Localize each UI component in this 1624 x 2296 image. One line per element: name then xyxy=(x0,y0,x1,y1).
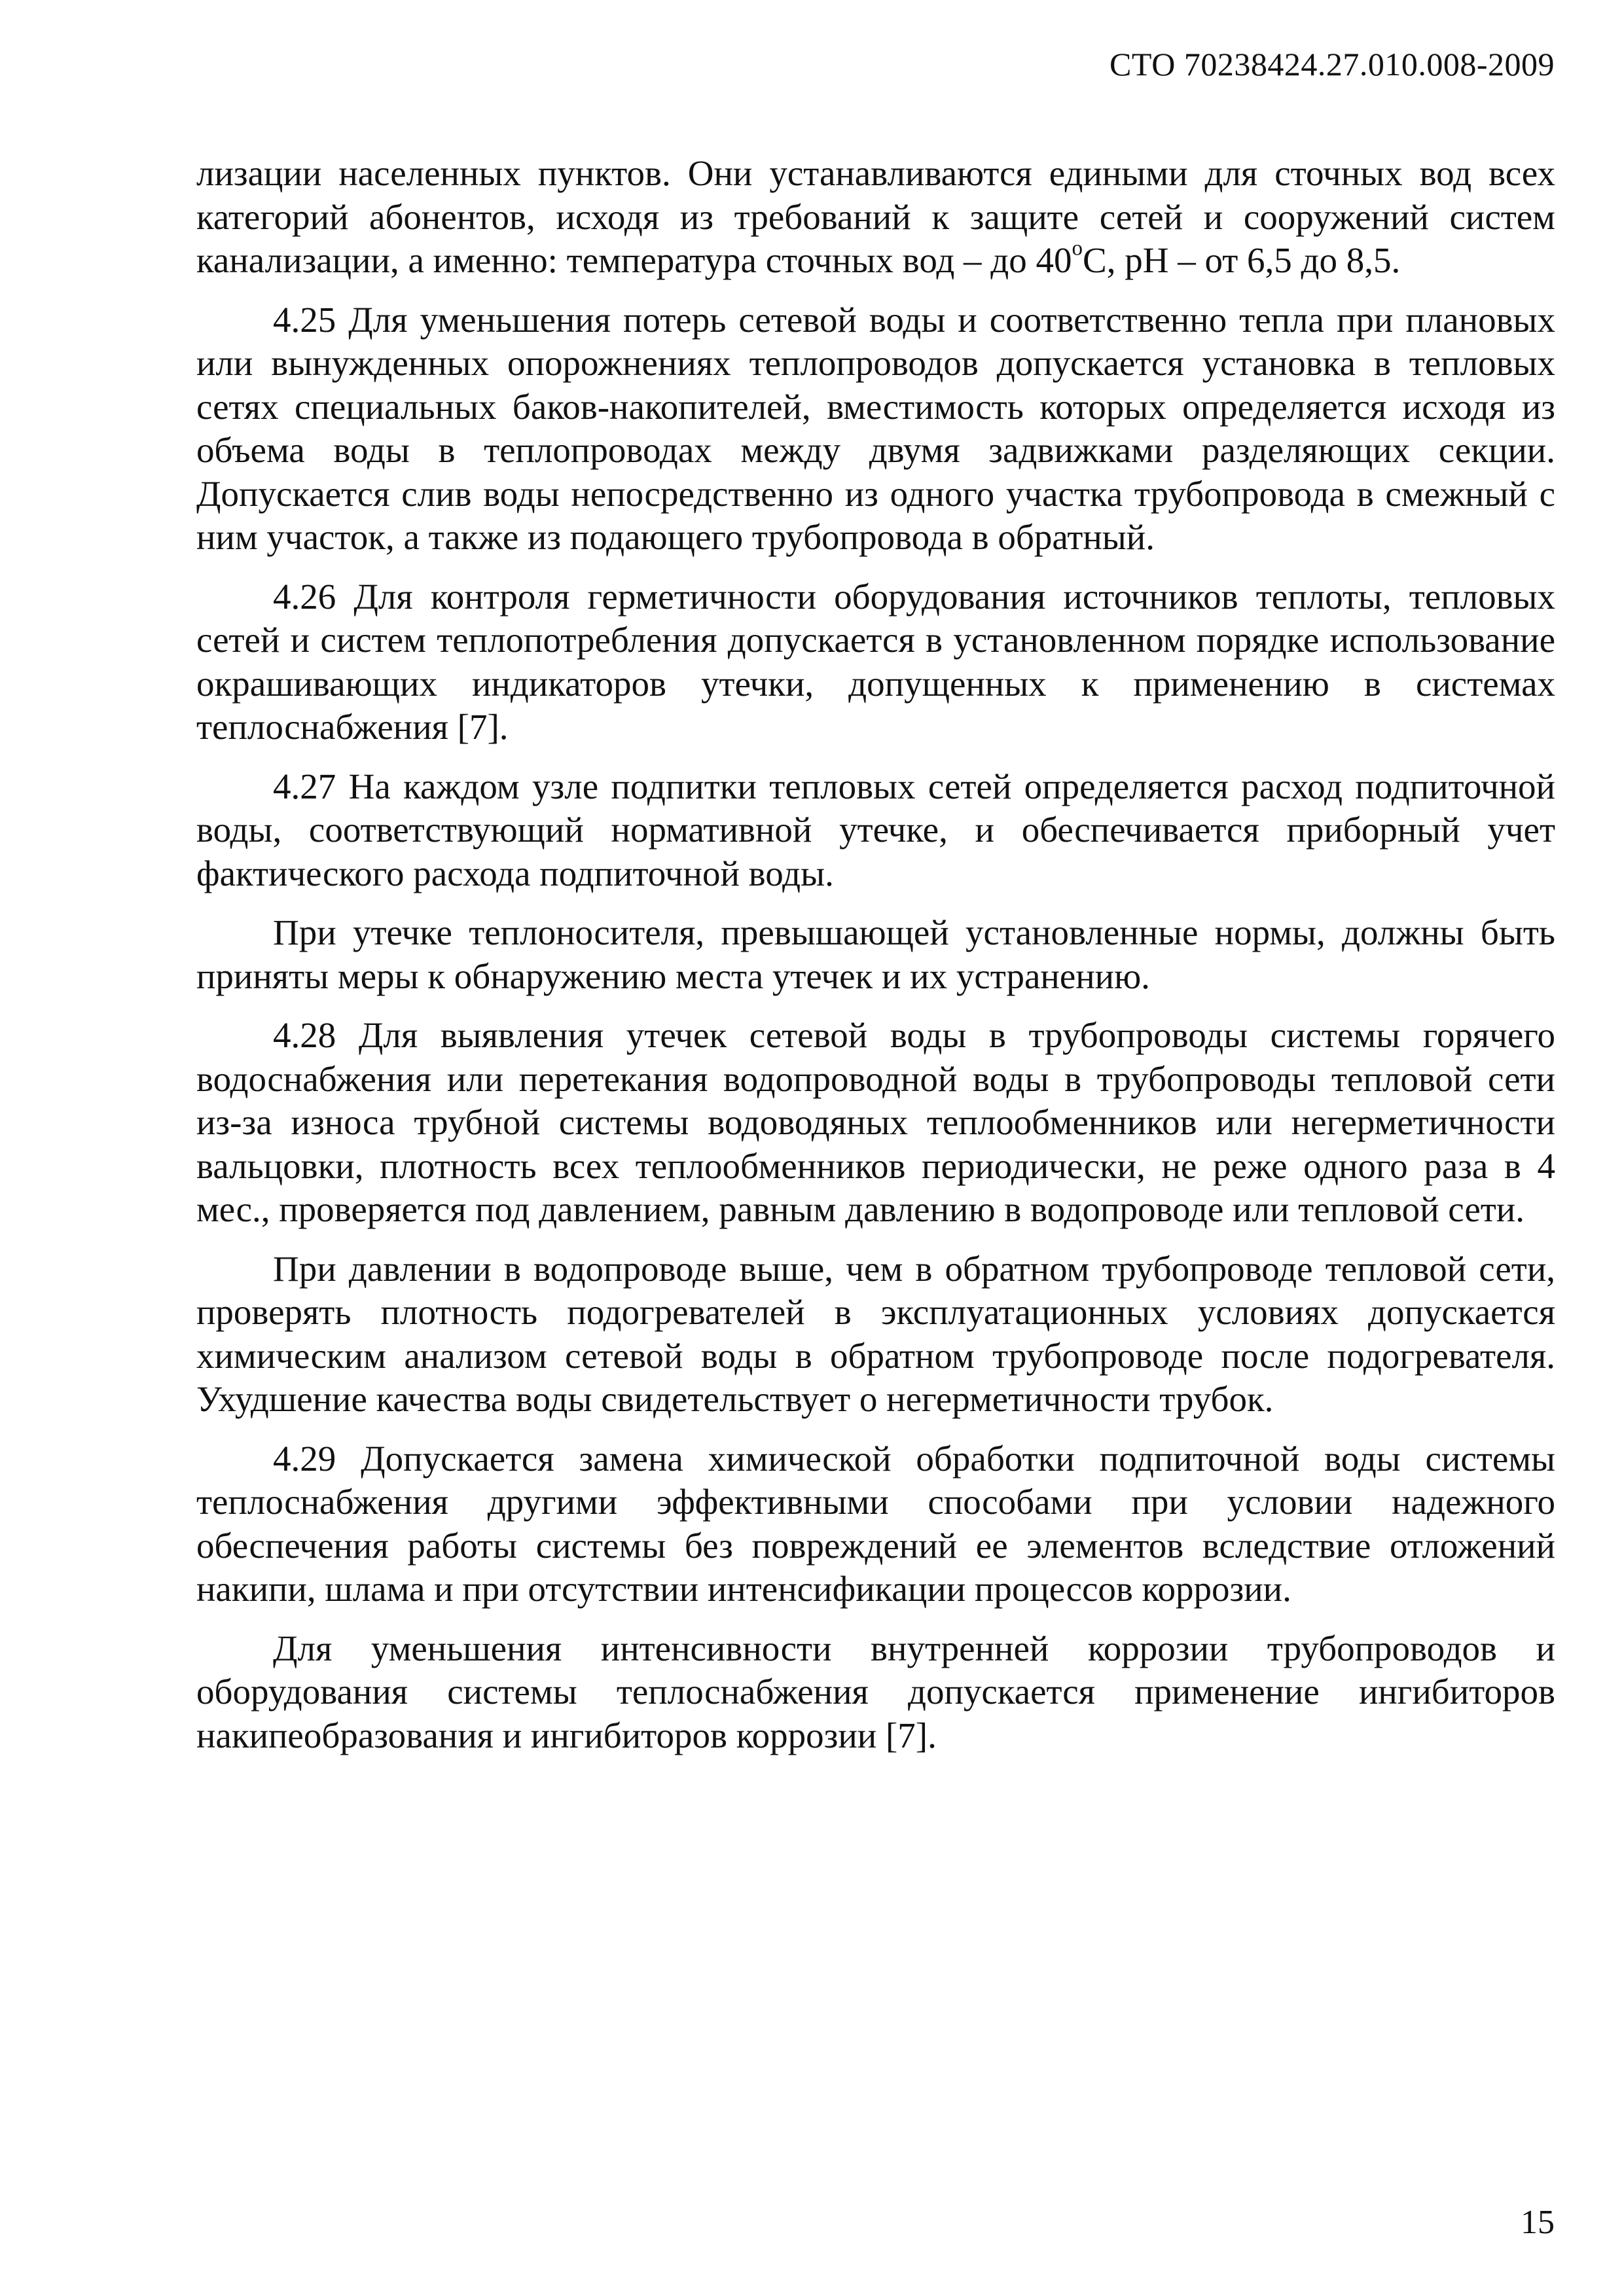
paragraph-4-25: 4.25 Для уменьшения потерь сетевой воды и соответственно тепла при плановых или вынужденных опорожнениях теплопроводов допускается установка в тепловых сетях специальных баков-накопителей, вместимость которых определяется исходя из объема воды в теплопроводах между двумя задвижками разделяющих секции. Допускается слив воды непосредственно из одного участка трубопровода в смежный с ним участок, а также из подающего трубопровода в обратный. xyxy=(196,299,1555,557)
page-number: 15 xyxy=(1521,2204,1555,2241)
paragraph-4-28: 4.28 Для выявления утечек сетевой воды в трубопроводы системы горячего водоснабжения или перетекания водопроводной воды в трубопроводы тепловой сети из-за износа трубной системы водоводяных теплообменников или негерметичности вальцовки, плотность всех теплообменников периодически, не реже одного раза в 4 мес., проверяется под давлением, равным давлению в водопроводе или тепловой сети. xyxy=(196,1015,1555,1229)
paragraph-leak-measures: При утечке теплоносителя, превышающей установленные нормы, должны быть приняты меры к обнаружению места утечек и их устранению. xyxy=(196,912,1555,996)
paragraph-4-29: 4.29 Допускается замена химической обработки подпиточной воды системы теплоснабжения другими эффективными способами при условии надежного обеспечения работы системы без повреждений ее элементов вследствие отложений накипи, шлама и при отсутствии интенсификации процессов коррозии. xyxy=(196,1438,1555,1609)
paragraph-pressure-check: При давлении в водопроводе выше, чем в обратном трубопроводе тепловой сети, проверять плотность подогревателей в эксплуатационных условиях допускается химическим анализом сетевой воды в обратном трубопроводе после подогревателя. Ухудшение качества воды свидетельствует о негерметичности трубок. xyxy=(196,1248,1555,1419)
paragraph-text: лизации населенных пунктов. Они устанавливаются едиными для сточных вод всех категорий абонентов, исходя из требований к защите сетей и сооружений систем канализации, а именно: температура сточных вод – до 40 xyxy=(196,153,1555,280)
paragraph-corrosion-inhibitors: Для уменьшения интенсивности внутренней коррозии трубопроводов и оборудования системы теплоснабжения допускается применение ингибиторов накипеобразования и ингибиторов коррозии [7]. xyxy=(196,1628,1555,1755)
degree-superscript: о xyxy=(1072,236,1083,260)
document-header-standard-number: СТО 70238424.27.010.008-2009 xyxy=(1110,46,1555,82)
paragraph-text-tail: С, рН – от 6,5 до 8,5. xyxy=(1083,240,1401,280)
document-body xyxy=(196,152,1555,1773)
paragraph-4-27: 4.27 На каждом узле подпитки тепловых сетей определяется расход подпиточной воды, соответствующий нормативной утечке, и обеспечивается приборный учет фактического расхода подпиточной воды. xyxy=(196,766,1555,893)
paragraph-continuation xyxy=(196,152,1555,283)
paragraph-4-26: 4.26 Для контроля герметичности оборудования источников теплоты, тепловых сетей и систем теплопотребления допускается в установленном порядке использование окрашивающих индикаторов утечки, допущенных к применению в системах теплоснабжения [7]. xyxy=(196,576,1555,747)
